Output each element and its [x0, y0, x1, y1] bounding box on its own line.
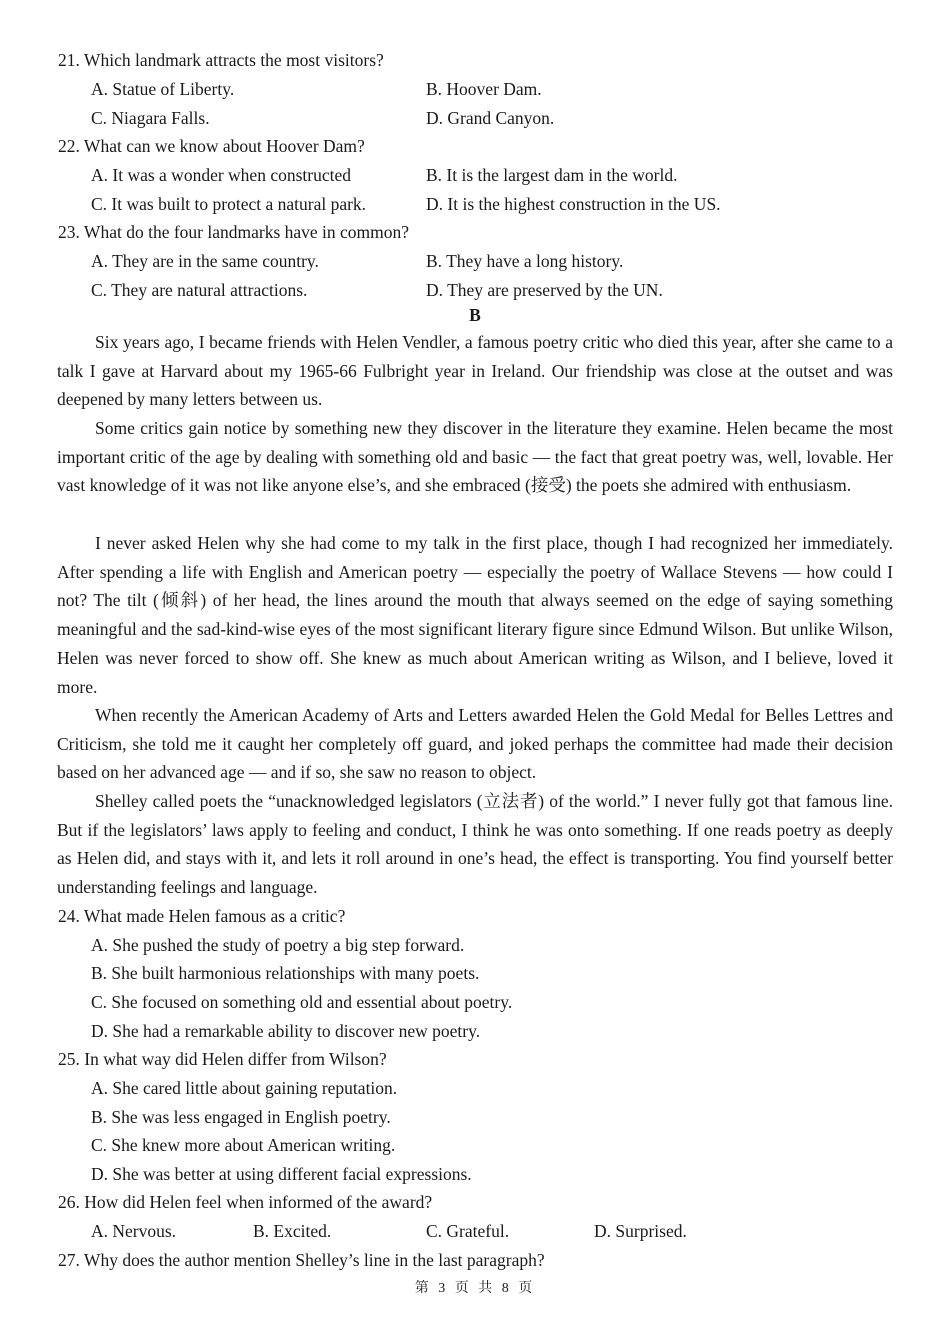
- passage-paragraph-1: Six years ago, I became friends with Helen Vendler, a famous poetry critic who died this year, after she came to a talk I gave at Harvard about my 1965-66 Fulbright year in Ireland. Our friendship was close at the outset and was deepened by many letters between us.: [57, 332, 893, 410]
- q22-option-d: D. It is the highest construction in the US.: [426, 194, 721, 214]
- q22-option-a: A. It was a wonder when constructed: [91, 165, 351, 185]
- q22-option-b: B. It is the largest dam in the world.: [426, 165, 678, 185]
- q26-option-d: D. Surprised.: [594, 1221, 687, 1241]
- q22-option-c: C. It was built to protect a natural park.: [91, 194, 367, 214]
- q26-option-b: B. Excited.: [253, 1221, 332, 1241]
- q24-option-c: C. She focused on something old and essential about poetry.: [91, 992, 513, 1012]
- passage-paragraph-3: I never asked Helen why she had come to my talk in the first place, though I had recognized her immediately. After spending a life with English and American poetry — especially the poetry of Wallace Stevens — how could I not? The tilt (倾斜) of her head, the lines around the mouth that always seemed on the edge of saying something meaningful and the sad-kind-wise eyes of the most significant literary figure since Edmund Wilson. But unlike Wilson, Helen was never forced to show off. She knew as much about American writing as Wilson, and I believe, loved it more.: [57, 533, 893, 697]
- q21-option-d: D. Grand Canyon.: [426, 108, 555, 128]
- q21-option-a: A. Statue of Liberty.: [91, 79, 235, 99]
- passage-paragraph-4: When recently the American Academy of Arts and Letters awarded Helen the Gold Medal for Belles Lettres and Criticism, she told me it caught her completely off guard, and joked perhaps the committee had made their decision based on her advanced age — and if so, she saw no reason to object.: [57, 705, 893, 783]
- q24-option-d: D. She had a remarkable ability to discover new poetry.: [91, 1021, 481, 1041]
- q26-option-a: A. Nervous.: [91, 1221, 177, 1241]
- question-24: 24. What made Helen famous as a critic?: [58, 906, 346, 926]
- q26-option-c: C. Grateful.: [426, 1221, 510, 1241]
- q24-option-b: B. She built harmonious relationships with many poets.: [91, 963, 480, 983]
- q23-option-d: D. They are preserved by the UN.: [426, 280, 663, 300]
- q23-option-a: A. They are in the same country.: [91, 251, 319, 271]
- section-heading-b: B: [469, 305, 481, 325]
- passage-paragraph-5: Shelley called poets the “unacknowledged legislators (立法者) of the world.” I never fully got that famous line. But if the legislators’ laws apply to feeling and conduct, I think he was onto something. If one reads poetry as deeply as Helen did, and stays with it, and lets it roll around in one’s head, the effect is transporting. You find yourself better understanding feelings and language.: [57, 791, 893, 898]
- q21-option-c: C. Niagara Falls.: [91, 108, 210, 128]
- q25-option-b: B. She was less engaged in English poetry.: [91, 1107, 391, 1127]
- q23-option-b: B. They have a long history.: [426, 251, 624, 271]
- q25-option-d: D. She was better at using different facial expressions.: [91, 1164, 472, 1184]
- passage-paragraph-2: Some critics gain notice by something new they discover in the literature they examine. Helen became the most important critic of the age by dealing with something old and basic — the fact that great poetry was, well, lovable. Her vast knowledge of it was not like anyone else’s, and she embraced (接受) the poets she admired with enthusiasm.: [57, 418, 893, 496]
- question-27: 27. Why does the author mention Shelley’s line in the last paragraph?: [58, 1250, 545, 1270]
- question-22: 22. What can we know about Hoover Dam?: [58, 136, 365, 156]
- question-26: 26. How did Helen feel when informed of the award?: [58, 1192, 433, 1212]
- question-25: 25. In what way did Helen differ from Wilson?: [58, 1049, 387, 1069]
- page-number-footer: 第 3 页 共 8 页: [414, 1281, 536, 1296]
- question-21: 21. Which landmark attracts the most visitors?: [58, 50, 384, 70]
- q25-option-a: A. She cared little about gaining reputation.: [91, 1078, 398, 1098]
- q21-option-b: B. Hoover Dam.: [426, 79, 542, 99]
- question-23: 23. What do the four landmarks have in common?: [58, 222, 410, 242]
- q23-option-c: C. They are natural attractions.: [91, 280, 308, 300]
- q25-option-c: C. She knew more about American writing.: [91, 1135, 396, 1155]
- q24-option-a: A. She pushed the study of poetry a big step forward.: [91, 935, 465, 955]
